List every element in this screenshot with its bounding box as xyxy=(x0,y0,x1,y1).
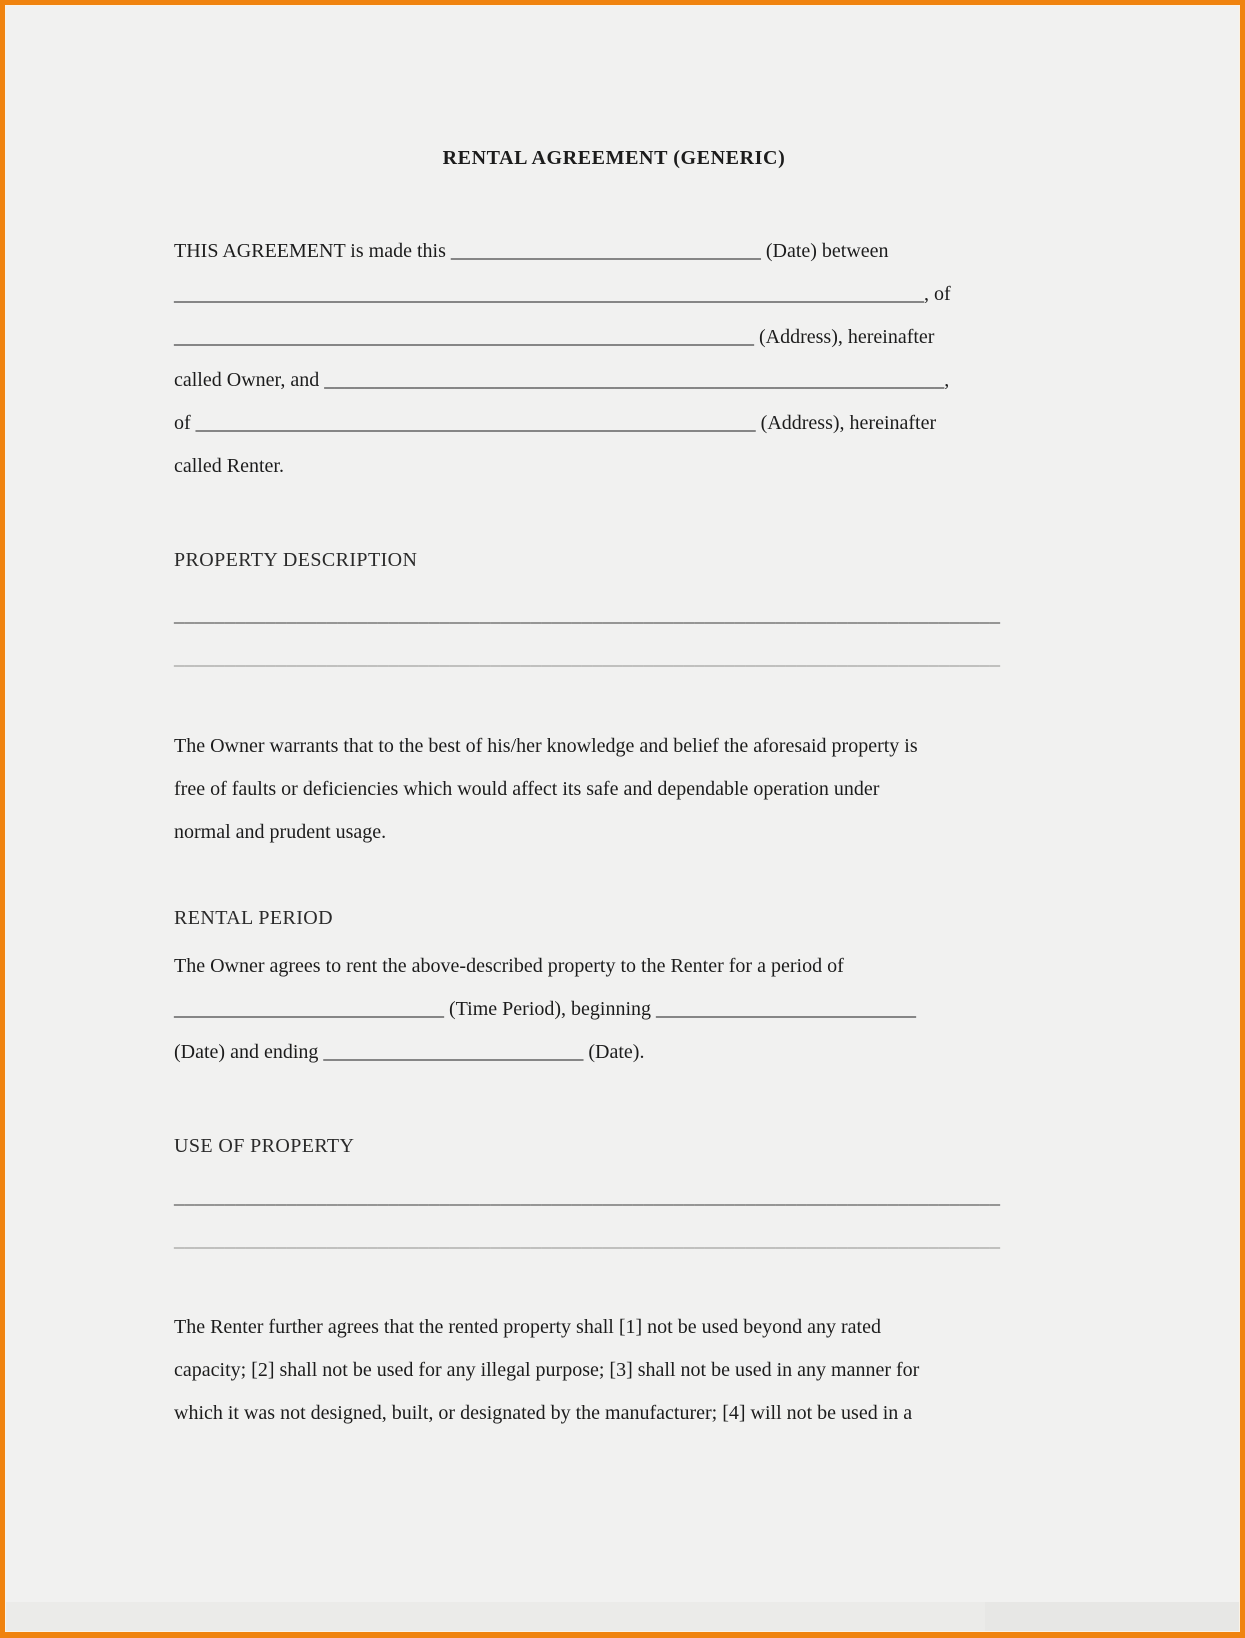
document-body xyxy=(174,137,1001,1435)
warranty-line: The Owner warrants that to the best of his/her knowledge and belief the aforesaid property is xyxy=(174,735,918,757)
renter-terms-line: which it was not designed, built, or designated by the manufacturer; [4] will not be used in a xyxy=(174,1402,913,1424)
blank-fill-line: _________________________________________________________________________________ xyxy=(174,1186,1001,1208)
renter-terms-line: capacity; [2] shall not be used for any illegal purpose; [3] shall not be used in any manner for xyxy=(174,1359,920,1381)
document-title: RENTAL AGREEMENT (GENERIC) xyxy=(442,147,786,169)
rental-period-paragraph xyxy=(174,945,996,1074)
rental-period-line: ___________________________ (Time Period), beginning __________________________ xyxy=(174,998,917,1020)
warranty-line: normal and prudent usage. xyxy=(174,821,387,843)
warranty-paragraph xyxy=(174,725,996,854)
footer-strip-right xyxy=(985,1602,1239,1631)
document-page xyxy=(5,5,1240,1632)
blank-fill-line: _________________________________________________________________________________ xyxy=(174,1229,1001,1251)
section-heading-property-description: PROPERTY DESCRIPTION xyxy=(174,549,418,571)
blank-fill-line: _________________________________________________________________________________ xyxy=(174,647,1001,669)
renter-terms-line: The Renter further agrees that the rented property shall [1] not be used beyond any rated xyxy=(174,1316,881,1338)
section-heading-rental-period: RENTAL PERIOD xyxy=(174,907,333,929)
intro-paragraph xyxy=(174,230,996,488)
property-description-blanks xyxy=(174,594,1001,680)
intro-line: called Renter. xyxy=(174,455,284,477)
footer-strip-left xyxy=(6,1602,985,1631)
rental-period-line: The Owner agrees to rent the above-described property to the Renter for a period of xyxy=(174,955,844,977)
intro-line: called Owner, and ______________________________________________________________, xyxy=(174,369,950,391)
rental-period-line: (Date) and ending __________________________ (Date). xyxy=(174,1041,645,1063)
footer-strip xyxy=(6,1602,1239,1631)
intro-line: of ________________________________________________________ (Address), hereinafter xyxy=(174,412,937,434)
intro-line: THIS AGREEMENT is made this _______________________________ (Date) between xyxy=(174,240,889,262)
blank-fill-line: _________________________________________________________________________________ xyxy=(174,604,1001,626)
intro-line: __________________________________________________________ (Address), hereinafter xyxy=(174,326,935,348)
use-of-property-blanks xyxy=(174,1176,1001,1262)
section-heading-use-of-property: USE OF PROPERTY xyxy=(174,1135,355,1157)
warranty-line: free of faults or deficiencies which would affect its safe and dependable operation under xyxy=(174,778,880,800)
renter-terms-paragraph xyxy=(174,1306,996,1435)
intro-line: ___________________________________________________________________________, of xyxy=(174,283,951,305)
